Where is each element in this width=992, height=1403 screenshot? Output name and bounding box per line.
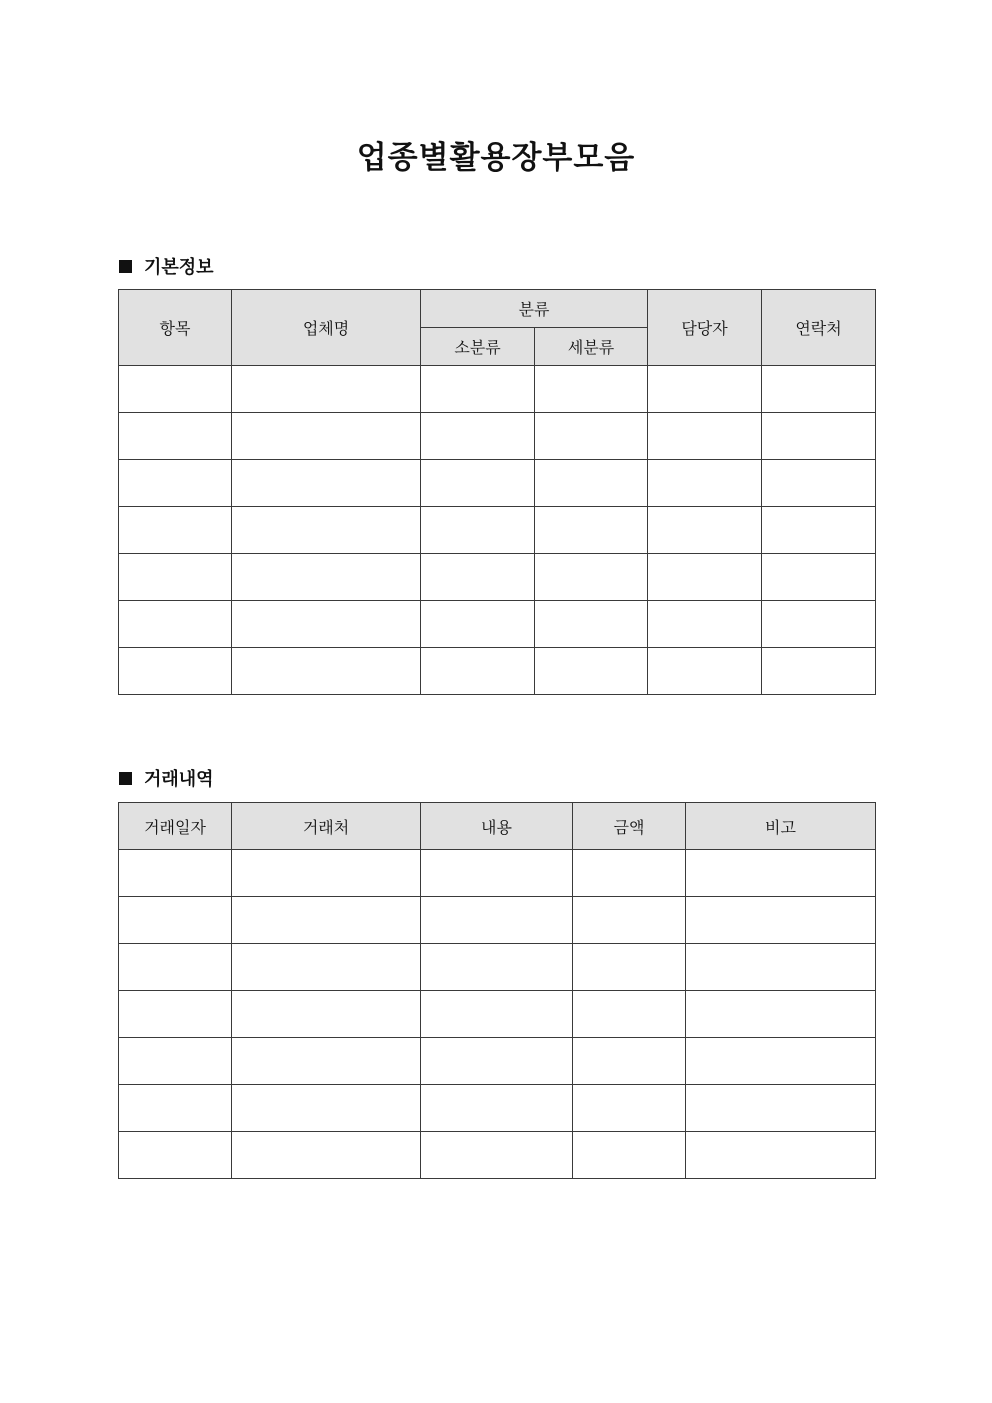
- description-cell[interactable]: [421, 1132, 573, 1179]
- amount-cell[interactable]: [573, 1038, 686, 1085]
- contact-cell[interactable]: [762, 366, 876, 413]
- item-cell[interactable]: [119, 366, 232, 413]
- contact-cell[interactable]: [762, 460, 876, 507]
- transactions-table: [118, 802, 876, 1179]
- contact-cell[interactable]: [762, 554, 876, 601]
- note-cell[interactable]: [686, 991, 876, 1038]
- sub-category-cell[interactable]: [421, 413, 535, 460]
- item-cell[interactable]: [119, 601, 232, 648]
- transactions-table-body: [119, 850, 876, 1179]
- note-cell[interactable]: [686, 850, 876, 897]
- table-row: [119, 366, 876, 413]
- partner-cell[interactable]: [232, 897, 421, 944]
- company-cell[interactable]: [232, 413, 421, 460]
- header-manager: 담당자: [648, 290, 762, 366]
- contact-cell[interactable]: [762, 507, 876, 554]
- header-contact: 연락처: [762, 290, 876, 366]
- date-cell[interactable]: [119, 1038, 232, 1085]
- sub-category-cell[interactable]: [421, 554, 535, 601]
- partner-cell[interactable]: [232, 1132, 421, 1179]
- detail-category-cell[interactable]: [535, 413, 648, 460]
- company-cell[interactable]: [232, 366, 421, 413]
- detail-category-cell[interactable]: [535, 366, 648, 413]
- item-cell[interactable]: [119, 413, 232, 460]
- detail-category-cell[interactable]: [535, 507, 648, 554]
- item-cell[interactable]: [119, 460, 232, 507]
- note-cell[interactable]: [686, 944, 876, 991]
- contact-cell[interactable]: [762, 601, 876, 648]
- company-cell[interactable]: [232, 507, 421, 554]
- amount-cell[interactable]: [573, 1085, 686, 1132]
- header-sub-category: 소분류: [421, 328, 535, 366]
- table-row: [119, 648, 876, 695]
- table-row: [119, 601, 876, 648]
- table-row: [119, 1038, 876, 1085]
- note-cell[interactable]: [686, 1085, 876, 1132]
- amount-cell[interactable]: [573, 850, 686, 897]
- item-cell[interactable]: [119, 507, 232, 554]
- company-cell[interactable]: [232, 601, 421, 648]
- amount-cell[interactable]: [573, 944, 686, 991]
- item-cell[interactable]: [119, 554, 232, 601]
- contact-cell[interactable]: [762, 648, 876, 695]
- table-row: [119, 944, 876, 991]
- amount-cell[interactable]: [573, 897, 686, 944]
- table-row: [119, 897, 876, 944]
- sub-category-cell[interactable]: [421, 507, 535, 554]
- note-cell[interactable]: [686, 897, 876, 944]
- header-detail-category: 세분류: [535, 328, 648, 366]
- table-row: [119, 991, 876, 1038]
- header-company: 업체명: [232, 290, 421, 366]
- header-note: 비고: [686, 803, 876, 850]
- description-cell[interactable]: [421, 991, 573, 1038]
- table-row: [119, 554, 876, 601]
- header-description: 내용: [421, 803, 573, 850]
- description-cell[interactable]: [421, 1038, 573, 1085]
- date-cell[interactable]: [119, 897, 232, 944]
- section-heading-basic-info: [119, 253, 214, 279]
- manager-cell[interactable]: [648, 507, 762, 554]
- table-row: [119, 413, 876, 460]
- company-cell[interactable]: [232, 460, 421, 507]
- date-cell[interactable]: [119, 850, 232, 897]
- manager-cell[interactable]: [648, 366, 762, 413]
- date-cell[interactable]: [119, 991, 232, 1038]
- manager-cell[interactable]: [648, 554, 762, 601]
- sub-category-cell[interactable]: [421, 366, 535, 413]
- table-row: [119, 1132, 876, 1179]
- note-cell[interactable]: [686, 1132, 876, 1179]
- header-partner: 거래처: [232, 803, 421, 850]
- section-heading-label: 거래내역: [144, 769, 214, 790]
- manager-cell[interactable]: [648, 648, 762, 695]
- date-cell[interactable]: [119, 1132, 232, 1179]
- document-title: 업종별활용장부모음: [356, 140, 636, 176]
- partner-cell[interactable]: [232, 944, 421, 991]
- sub-category-cell[interactable]: [421, 648, 535, 695]
- square-bullet-icon: [119, 260, 132, 273]
- table-row: [119, 850, 876, 897]
- description-cell[interactable]: [421, 850, 573, 897]
- detail-category-cell[interactable]: [535, 460, 648, 507]
- detail-category-cell[interactable]: [535, 554, 648, 601]
- sub-category-cell[interactable]: [421, 460, 535, 507]
- header-item: 항목: [119, 290, 232, 366]
- detail-category-cell[interactable]: [535, 648, 648, 695]
- description-cell[interactable]: [421, 944, 573, 991]
- description-cell[interactable]: [421, 897, 573, 944]
- amount-cell[interactable]: [573, 1132, 686, 1179]
- header-date: 거래일자: [119, 803, 232, 850]
- manager-cell[interactable]: [648, 460, 762, 507]
- manager-cell[interactable]: [648, 413, 762, 460]
- company-cell[interactable]: [232, 554, 421, 601]
- partner-cell[interactable]: [232, 850, 421, 897]
- partner-cell[interactable]: [232, 1085, 421, 1132]
- section-heading-transactions: [119, 765, 214, 791]
- detail-category-cell[interactable]: [535, 601, 648, 648]
- manager-cell[interactable]: [648, 601, 762, 648]
- item-cell[interactable]: [119, 648, 232, 695]
- square-bullet-icon: [119, 772, 132, 785]
- description-cell[interactable]: [421, 1085, 573, 1132]
- table-row: [119, 1085, 876, 1132]
- partner-cell[interactable]: [232, 1038, 421, 1085]
- basic-info-table: [118, 289, 876, 695]
- company-cell[interactable]: [232, 648, 421, 695]
- basic-info-table-body: [119, 366, 876, 695]
- sub-category-cell[interactable]: [421, 601, 535, 648]
- table-row: [119, 460, 876, 507]
- partner-cell[interactable]: [232, 991, 421, 1038]
- date-cell[interactable]: [119, 1085, 232, 1132]
- contact-cell[interactable]: [762, 413, 876, 460]
- table-row: [119, 507, 876, 554]
- amount-cell[interactable]: [573, 991, 686, 1038]
- header-amount: 금액: [573, 803, 686, 850]
- note-cell[interactable]: [686, 1038, 876, 1085]
- date-cell[interactable]: [119, 944, 232, 991]
- header-category: 분류: [421, 290, 648, 328]
- section-heading-label: 기본정보: [144, 257, 214, 278]
